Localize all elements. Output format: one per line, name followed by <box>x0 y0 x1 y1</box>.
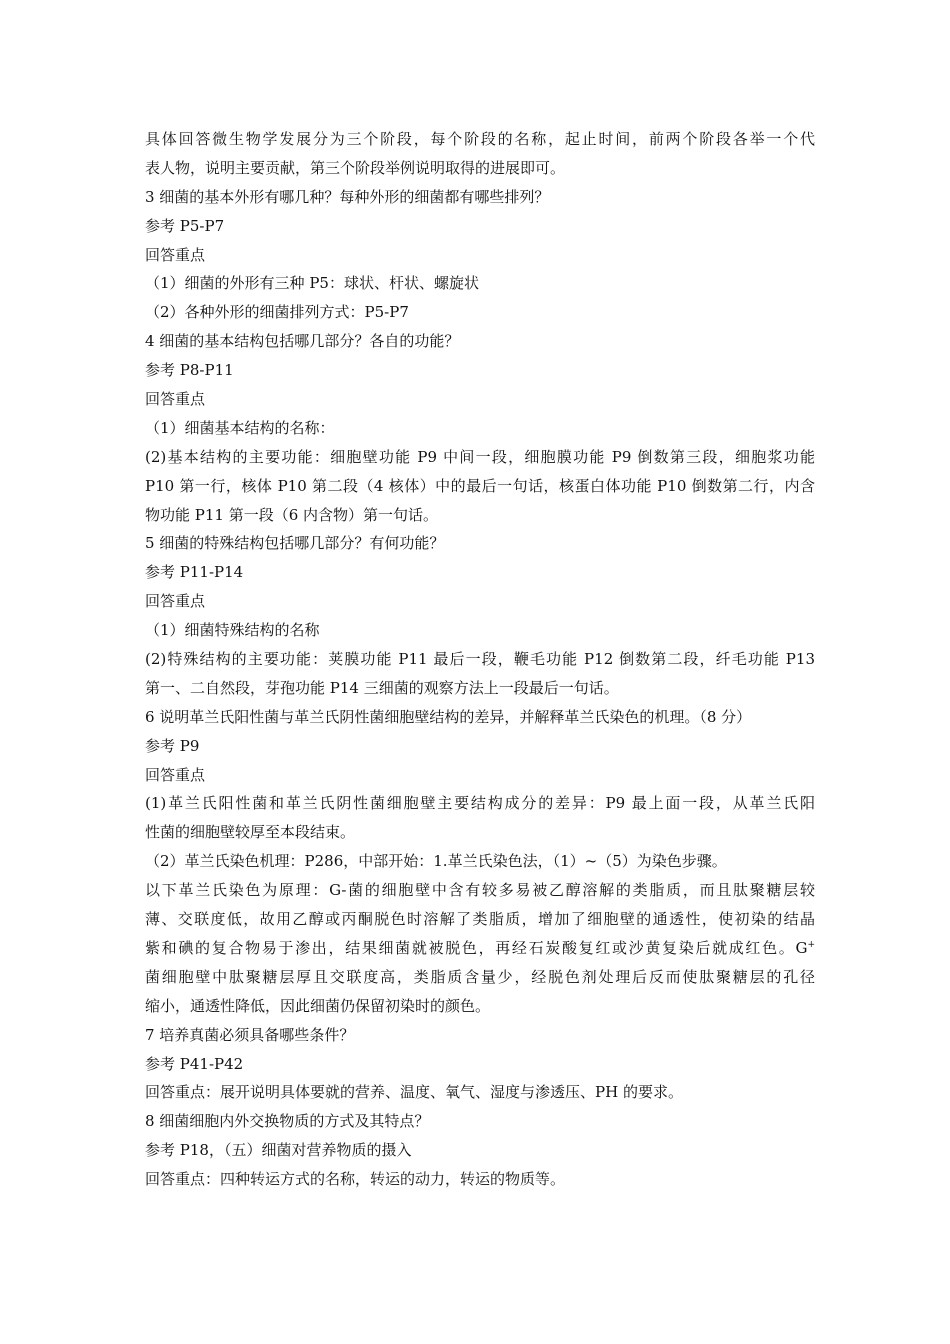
text-line <box>145 963 815 992</box>
text-line <box>145 472 815 501</box>
text-line <box>145 818 815 847</box>
text-line <box>145 125 815 154</box>
text-line-content: 参考 P41-P42 <box>145 1054 244 1073</box>
text-line-content: 第一、二自然段，芽孢功能 P14 三细菌的观察方法上一段最后一句话。 <box>145 678 619 697</box>
text-line-content: 具体回答微生物学发展分为三个阶段，每个阶段的名称，起止时间，前两个阶段各举一个代 <box>145 130 815 148</box>
text-line-content: 性菌的细胞壁较厚至本段结束。 <box>145 823 356 842</box>
text-line-content: 4 细菌的基本结构包括哪几部分？各自的功能？ <box>145 332 460 351</box>
text-line-content: 参考 P8-P11 <box>145 361 234 380</box>
text-line <box>145 529 815 558</box>
text-line-content: 5 细菌的特殊结构包括哪几部分？有何功能？ <box>145 534 445 553</box>
text-line-content: 薄、交联度低，故用乙醇或丙酮脱色时溶解了类脂质，增加了细胞壁的通透性，使初染的结晶 <box>145 910 815 929</box>
text-line-content: 回答重点 <box>145 245 206 264</box>
text-line <box>145 501 815 530</box>
text-line <box>145 1165 815 1194</box>
text-line-content: 参考 P9 <box>145 736 200 755</box>
text-line-content: 缩小，通透性降低，因此细菌仍保留初染时的颜色。 <box>145 996 491 1015</box>
text-line-content: (2)特殊结构的主要功能：荚膜功能 P11 最后一段，鞭毛功能 P12 倒数第二段，纤毛功能 P13 <box>145 650 815 669</box>
text-line-content: 回答重点 <box>145 592 206 611</box>
text-line <box>145 241 815 270</box>
text-line-content: 回答重点：展开说明具体要就的营养、温度、氧气、湿度与渗透压、PH 的要求。 <box>145 1083 683 1102</box>
text-line <box>145 847 815 876</box>
text-line-content: 以下革兰氏染色为原理：G-菌的细胞壁中含有较多易被乙醇溶解的类脂质，而且肽聚糖层较 <box>145 881 815 900</box>
text-line <box>145 789 815 818</box>
text-line <box>145 1021 815 1050</box>
text-line <box>145 558 815 587</box>
text-line-content: 回答重点：四种转运方式的名称，转运的动力，转运的物质等。 <box>145 1170 566 1189</box>
text-line <box>145 587 815 616</box>
text-line <box>145 761 815 790</box>
text-line-content: （1）细菌特殊结构的名称 <box>145 621 320 640</box>
text-line <box>145 703 815 732</box>
text-line-content: 物功能 P11 第一段（6 内含物）第一句话。 <box>145 505 439 524</box>
text-line-content: （2）各种外形的细菌排列方式：P5-P7 <box>145 303 409 322</box>
text-line-content: 3 细菌的基本外形有哪几种？每种外形的细菌都有哪些排列？ <box>145 187 550 206</box>
text-line <box>145 616 815 645</box>
text-line <box>145 269 815 298</box>
text-line <box>145 732 815 761</box>
superscript: + <box>807 939 815 950</box>
text-line <box>145 443 815 472</box>
text-line-content: 紫和碘的复合物易于渗出，结果细菌就被脱色，再经石炭酸复红或沙黄复染后就成红色。G <box>145 938 808 957</box>
text-line-content: P10 第一行，核体 P10 第二段（4 核体）中的最后一句话，核蛋白体功能 P10 倒数第二行，内含 <box>145 476 815 495</box>
text-line-content: 6 说明革兰氏阳性菌与革兰氏阴性菌细胞壁结构的差异，并解释革兰氏染色的机理。（8 分） <box>145 707 752 726</box>
text-line-content: （2）革兰氏染色机理：P286，中部开始：1.革兰氏染色法，（1）~（5）为染色步骤。 <box>145 852 727 871</box>
text-line <box>145 183 815 212</box>
text-line <box>145 385 815 414</box>
text-line-content: 回答重点 <box>145 390 206 409</box>
text-line-content: 菌细胞壁中肽聚糖层厚且交联度高，类脂质含量少，经脱色剂处理后反而使肽聚糖层的孔径 <box>145 967 815 986</box>
text-line <box>145 1136 815 1165</box>
text-line-content: 回答重点 <box>145 765 206 784</box>
text-line-content: 参考 P18，（五）细菌对营养物质的摄入 <box>145 1141 412 1160</box>
text-line-content: （1）细菌基本结构的名称： <box>145 418 335 437</box>
text-line <box>145 905 815 934</box>
text-line <box>145 414 815 443</box>
text-line <box>145 674 815 703</box>
text-line-content: (2)基本结构的主要功能：细胞壁功能 P9 中间一段，细胞膜功能 P9 倒数第三段，细胞浆功能 <box>145 447 815 466</box>
text-line <box>145 934 815 963</box>
text-line <box>145 154 815 183</box>
text-line-content: 8 细菌细胞内外交换物质的方式及其特点？ <box>145 1112 430 1131</box>
text-line-content: 参考 P5-P7 <box>145 216 225 235</box>
document-body <box>145 125 815 1194</box>
text-line-content: (1)革兰氏阳性菌和革兰氏阴性菌细胞壁主要结构成分的差异：P9 最上面一段，从革兰氏阳 <box>145 794 815 813</box>
text-line-content: （1）细菌的外形有三种 P5：球状、杆状、螺旋状 <box>145 274 479 293</box>
text-line <box>145 356 815 385</box>
text-line <box>145 298 815 327</box>
text-line <box>145 876 815 905</box>
text-line <box>145 1078 815 1107</box>
text-line <box>145 1107 815 1136</box>
text-line <box>145 1050 815 1079</box>
text-line <box>145 212 815 241</box>
text-line <box>145 992 815 1021</box>
text-line-content: 参考 P11-P14 <box>145 563 244 582</box>
text-line <box>145 327 815 356</box>
text-line-content: 7 培养真菌必须具备哪些条件？ <box>145 1025 355 1044</box>
text-line <box>145 645 815 674</box>
text-line-content: 表人物，说明主要贡献，第三个阶段举例说明取得的进展即可。 <box>145 158 566 177</box>
